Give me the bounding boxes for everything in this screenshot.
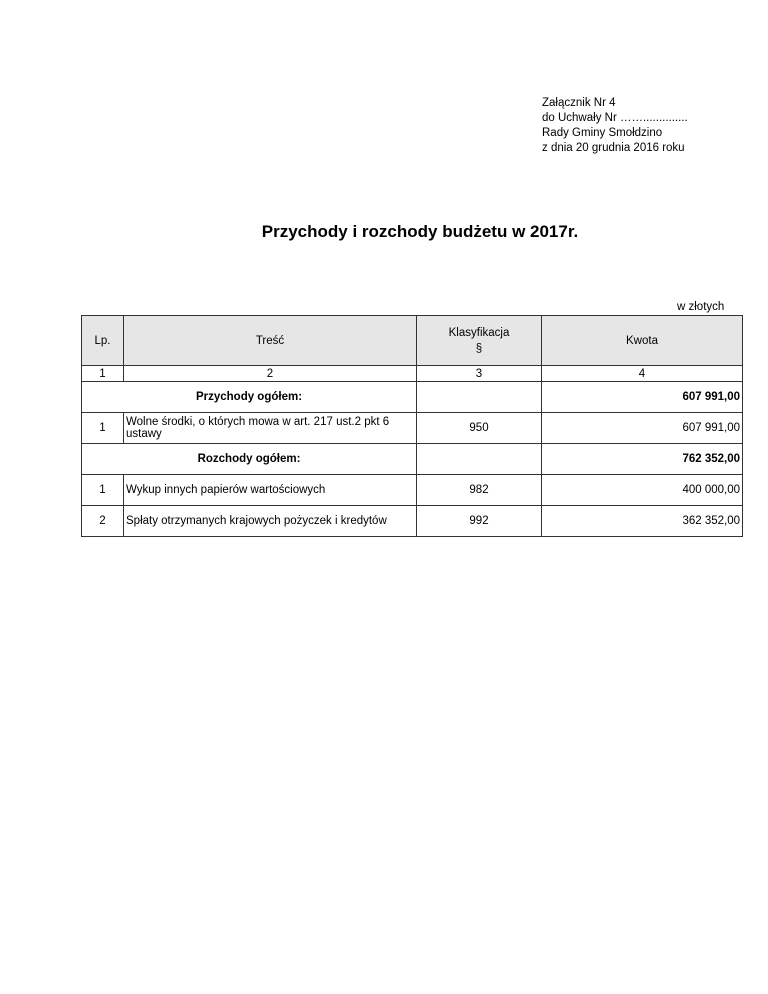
column-number: 1 (82, 366, 124, 382)
row-lp: 1 (82, 413, 124, 444)
table-header-row (82, 316, 743, 366)
header-paragraph-sign: § (475, 342, 483, 355)
header-klasyfikacja (417, 316, 542, 366)
row-desc: Wolne środki, o których mowa w art. 217 ust.2 pkt 6 ustawy (124, 413, 417, 444)
row-code: 992 (417, 506, 542, 537)
expense-total-label: Rozchody ogółem: (82, 444, 417, 475)
header-lp: Lp. (82, 316, 124, 366)
column-number: 3 (417, 366, 542, 382)
row-desc: Wykup innych papierów wartościowych (124, 475, 417, 506)
expense-total-row (82, 444, 743, 475)
column-number-row (82, 366, 743, 382)
income-total-label: Przychody ogółem: (82, 382, 417, 413)
unit-label: w złotych (677, 301, 725, 313)
row-lp: 1 (82, 475, 124, 506)
row-amount: 400 000,00 (542, 475, 743, 506)
income-total-row (82, 382, 743, 413)
attachment-note (542, 96, 688, 156)
row-code: 982 (417, 475, 542, 506)
column-number: 4 (542, 366, 743, 382)
income-total-code (417, 382, 542, 413)
page-title: Przychody i rozchody budżetu w 2017r. (261, 222, 579, 241)
budget-table (81, 315, 743, 537)
header-klasyfikacja-label: Klasyfikacja (448, 326, 510, 339)
row-code: 950 (417, 413, 542, 444)
row-lp: 2 (82, 506, 124, 537)
row-amount: 607 991,00 (542, 413, 743, 444)
row-amount: 362 352,00 (542, 506, 743, 537)
table-row (82, 413, 743, 444)
table-row (82, 475, 743, 506)
column-number: 2 (124, 366, 417, 382)
attachment-line: Załącznik Nr 4 (542, 97, 616, 109)
income-total-amount: 607 991,00 (542, 382, 743, 413)
header-kwota: Kwota (542, 316, 743, 366)
header-tresc: Treść (124, 316, 417, 366)
expense-total-amount: 762 352,00 (542, 444, 743, 475)
table-row (82, 506, 743, 537)
expense-total-code (417, 444, 542, 475)
attachment-line: z dnia 20 grudnia 2016 roku (542, 142, 685, 154)
row-desc: Spłaty otrzymanych krajowych pożyczek i kredytów (124, 506, 417, 537)
attachment-line: do Uchwały Nr …….............. (542, 112, 688, 124)
attachment-line: Rady Gminy Smołdzino (542, 127, 663, 139)
